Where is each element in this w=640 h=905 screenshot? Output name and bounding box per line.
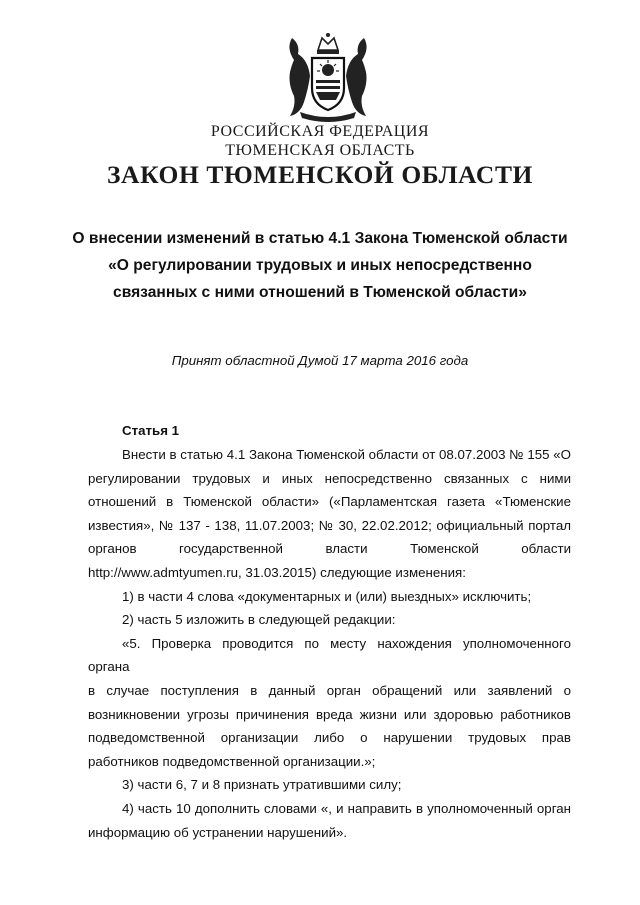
- amendment-item-1: 1) в части 4 слова «документарных и (или) выездных» исключить;: [122, 588, 532, 604]
- article-intro-paragraph: Внести в статью 4.1 Закона Тюменской области от 08.07.2003 № 155 «О регулировании трудовых и иных непосредственно связанных с ними отношений в Тюменской области» («Парламентская газета «Тюменские известия», № 137 - 138, 11.07.2003; № 30, 22.02.2012; официальный портал органов государственной власти Тюменской области http://www.admtyumen.ru, 31.03.2015) следующие изменения:: [88, 447, 571, 580]
- adoption-note: Принят областной Думой 17 марта 2016 года: [171, 353, 469, 368]
- region-heading: ТЮМЕНСКАЯ ОБЛАСТЬ: [225, 142, 415, 159]
- coat-of-arms-icon: [280, 30, 376, 122]
- article-body: [88, 443, 571, 844]
- law-title-line: О внесении изменений в статью 4.1 Закона Тюменской области: [72, 230, 568, 247]
- amendment-item-3: 3) части 6, 7 и 8 признать утратившими силу;: [122, 777, 402, 793]
- law-title-line: «О регулировании трудовых и иных непосредственно: [108, 257, 532, 274]
- amendment-item-4: 4) часть 10 дополнить словами «, и направить в уполномоченный орган информацию об устранении нарушений».: [88, 800, 571, 840]
- country-heading: РОССИЙСКАЯ ФЕДЕРАЦИЯ: [210, 123, 430, 140]
- quoted-text-first-line: «5. Проверка проводится по месту нахождения уполномоченного органа: [88, 635, 571, 675]
- quoted-text-continuation: в случае поступления в данный орган обращений или заявлений о возникновении угрозы причинения вреда жизни или здоровью работников подведомственной организации либо о нарушении трудовых прав работников подведомственной организации.»;: [88, 682, 571, 769]
- article-heading: Статья 1: [122, 423, 180, 438]
- document-type-heading: ЗАКОН ТЮМЕНСКОЙ ОБЛАСТИ: [107, 160, 533, 189]
- law-title-line: связанных с ними отношений в Тюменской области»: [113, 284, 527, 301]
- law-title: [0, 225, 640, 306]
- amendment-item-2: 2) часть 5 изложить в следующей редакции:: [122, 612, 396, 628]
